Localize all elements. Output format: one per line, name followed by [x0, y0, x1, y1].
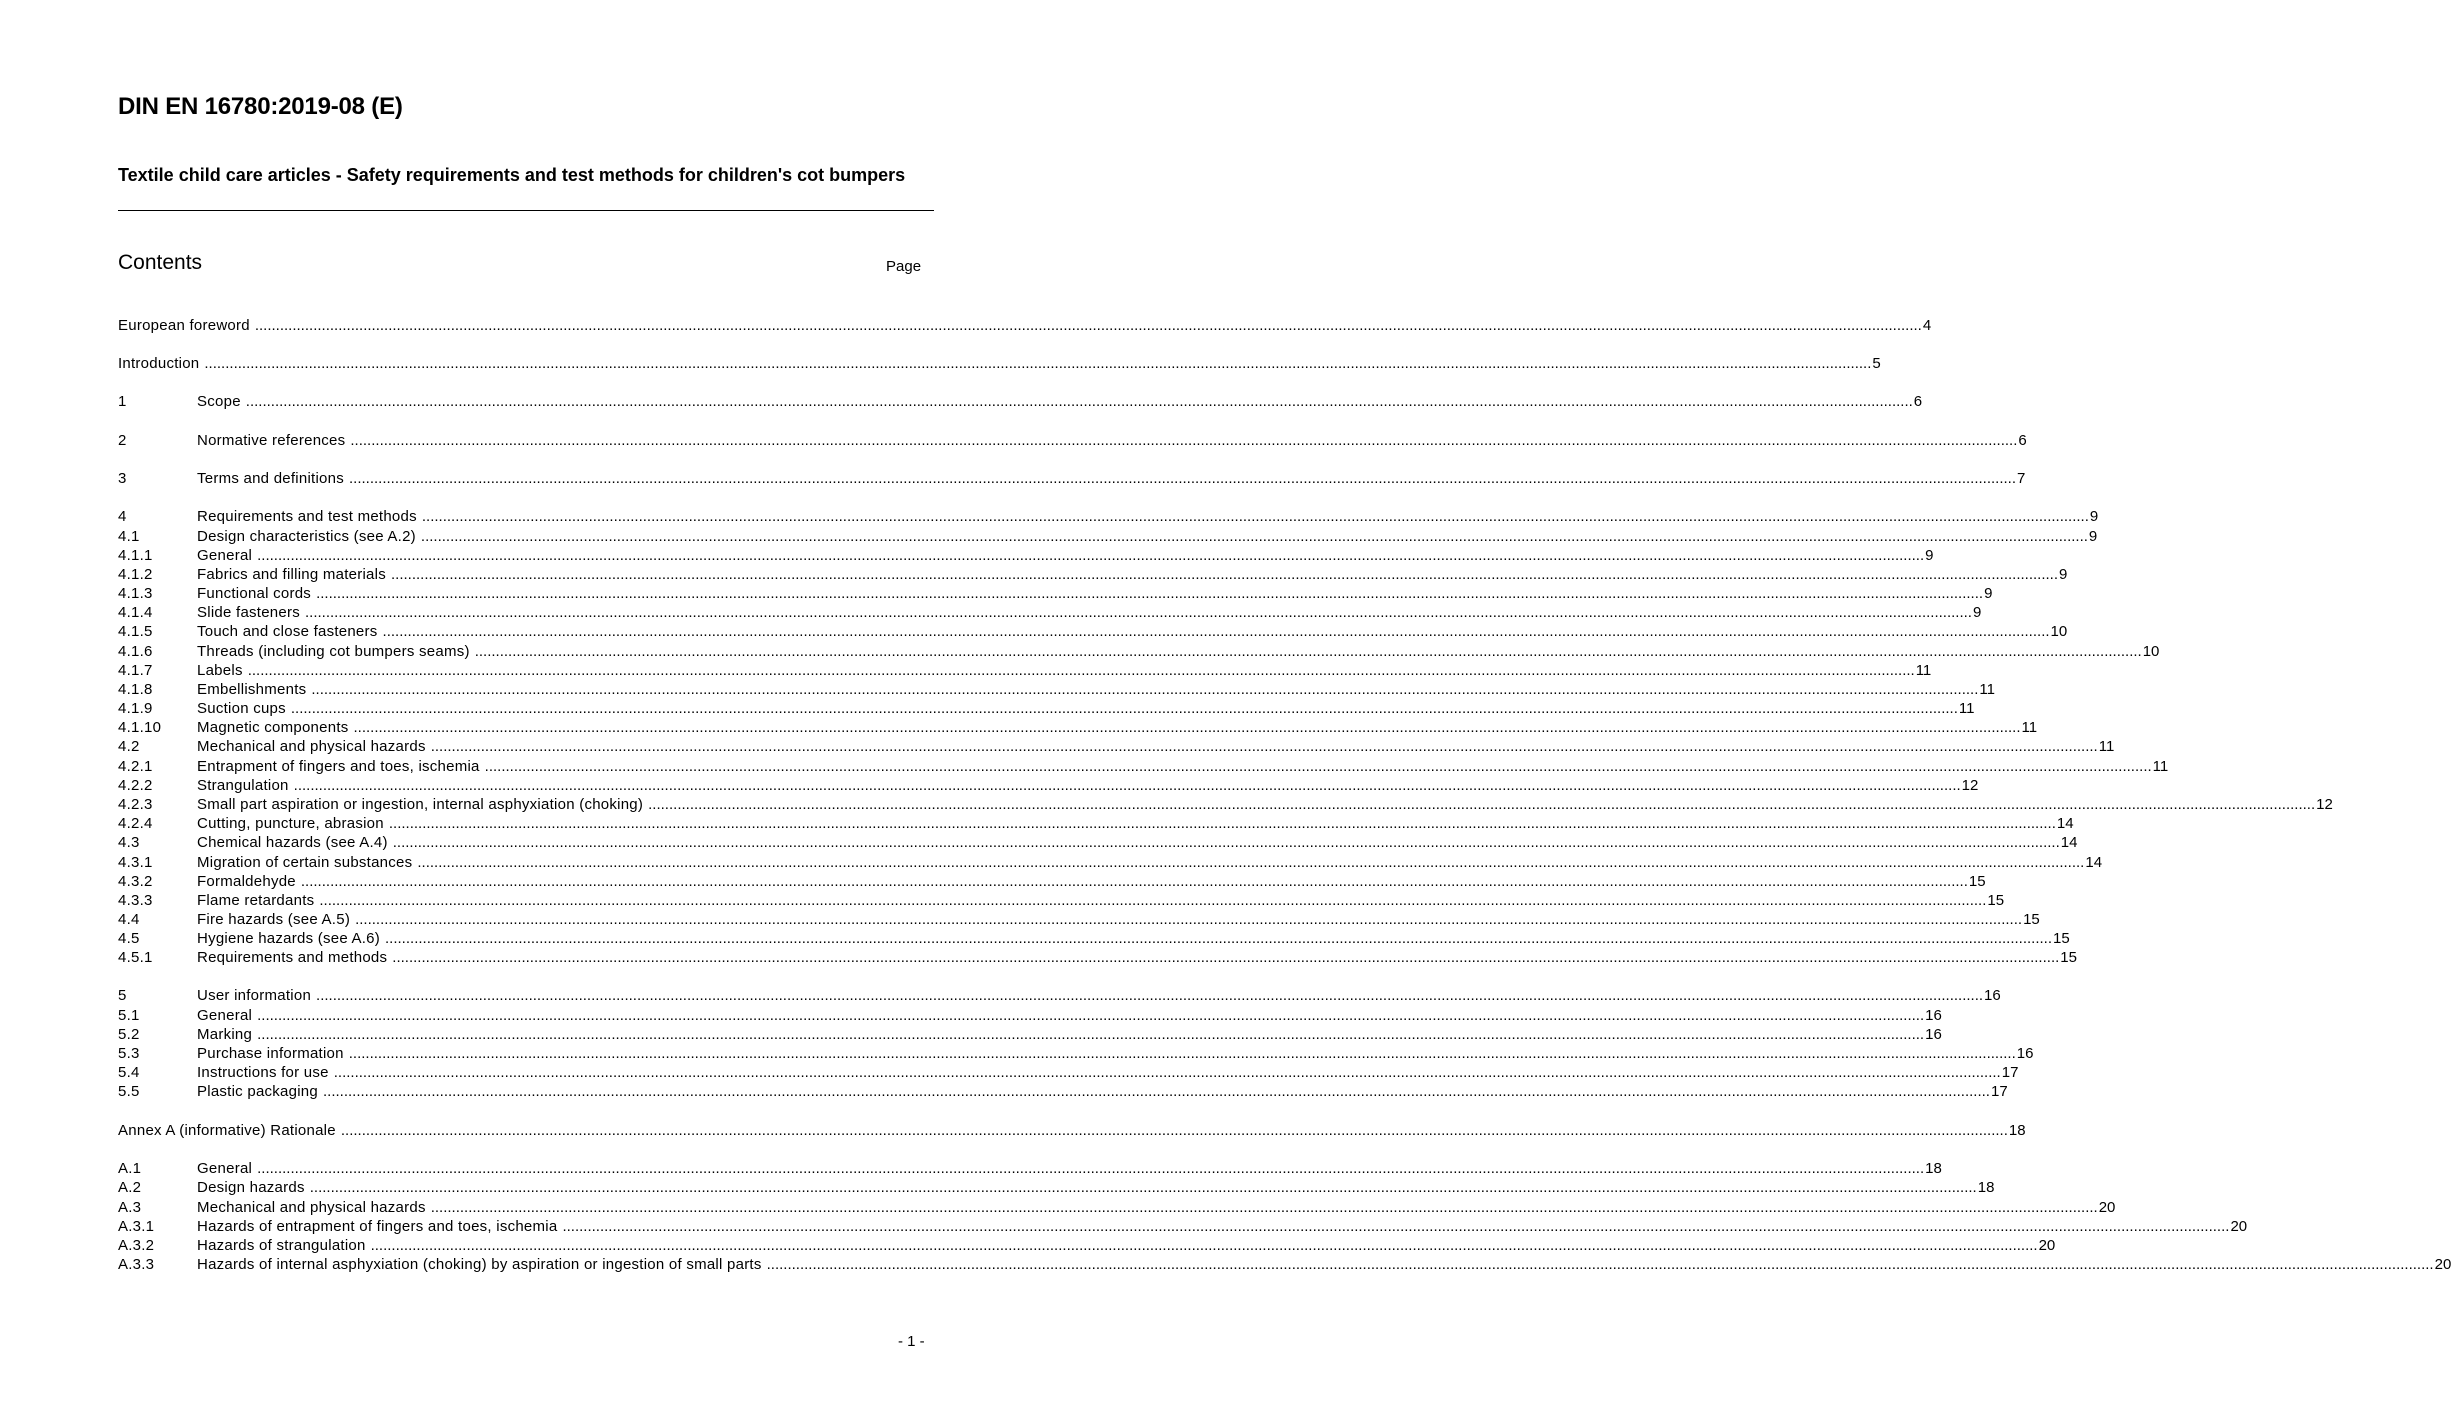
toc-dot-leader: ................................................................................................................................................................................................................................................................................................................................................................................................................: [257, 547, 1925, 564]
toc-entry[interactable]: [118, 1159, 1942, 1178]
toc-entry-number: 4.3.1: [118, 854, 153, 871]
toc-entry-body: [197, 565, 2068, 584]
toc-entry[interactable]: [118, 661, 1932, 680]
toc-entry-label: Functional cords: [197, 585, 312, 602]
toc-entry[interactable]: [118, 392, 1923, 411]
toc-entry-page: 20: [2038, 1237, 2056, 1254]
toc-entry-page: 15: [2023, 911, 2040, 928]
toc-entry-page: 9: [2059, 566, 2068, 583]
toc-entry-page: 14: [2060, 834, 2078, 851]
toc-entry[interactable]: [118, 891, 2005, 910]
toc-entry-label: Normative references: [197, 432, 346, 449]
toc-entry[interactable]: [118, 316, 1932, 335]
toc-entry-body: [197, 1255, 2451, 1274]
toc-entry-number: 4.2.3: [118, 796, 153, 813]
toc-dot-leader: ................................................................................................................................................................................................................................................................................................................................................................................................................: [247, 662, 1915, 679]
toc-entry-body: [197, 546, 1934, 565]
toc-entry[interactable]: [118, 718, 2038, 737]
toc-entry[interactable]: [118, 1217, 2248, 1236]
toc-entry-body: [197, 507, 2099, 526]
toc-entry-number: 5: [118, 987, 127, 1004]
toc-entry[interactable]: [118, 986, 2001, 1005]
toc-entry-label: Requirements and test methods: [197, 508, 417, 525]
toc-dot-leader: ................................................................................................................................................................................................................................................................................................................................................................................................................: [257, 1007, 1925, 1024]
toc-entry-number: 4.4: [118, 911, 140, 928]
toc-dot-leader: ................................................................................................................................................................................................................................................................................................................................................................................................................: [319, 892, 1987, 909]
toc-entry-page: 11: [1979, 681, 1995, 698]
toc-dot-leader: ................................................................................................................................................................................................................................................................................................................................................................................................................: [316, 987, 1984, 1004]
toc-entry[interactable]: [118, 910, 2040, 929]
toc-entry-number: 4: [118, 508, 127, 525]
toc-entry-body: [197, 622, 2068, 641]
toc-entry-number: 4.1.3: [118, 585, 153, 602]
toc-dot-leader: ................................................................................................................................................................................................................................................................................................................................................................................................................: [484, 758, 2152, 775]
toc-entry-number: 4.2: [118, 738, 140, 755]
toc-entry-label: General: [197, 547, 253, 564]
toc-entry-page: 12: [2316, 796, 2333, 813]
toc-entry-page: 11: [1915, 662, 1932, 679]
toc-entry[interactable]: [118, 737, 2115, 756]
toc-entry-body: [197, 718, 2038, 737]
toc-entry-number: 4.3.2: [118, 873, 153, 890]
toc-entry-number: 4.5.1: [118, 949, 153, 966]
toc-entry-body: [197, 469, 2026, 488]
toc-dot-leader: ................................................................................................................................................................................................................................................................................................................................................................................................................: [430, 738, 2098, 755]
toc-entry[interactable]: [118, 469, 2026, 488]
toc-entry-body: [197, 1063, 2019, 1082]
toc-entry-label: Fabrics and filling materials: [197, 566, 386, 583]
toc-entry-label: Design hazards: [197, 1179, 305, 1196]
toc-entry-number: 5.3: [118, 1045, 140, 1062]
toc-dot-leader: ................................................................................................................................................................................................................................................................................................................................................................................................................: [474, 643, 2142, 660]
toc-entry-body: [197, 929, 2070, 948]
toc-entry-page: 4: [1922, 317, 1932, 334]
toc-dot-leader: ................................................................................................................................................................................................................................................................................................................................................................................................................: [254, 317, 1922, 334]
toc-entry-label: Requirements and methods: [197, 949, 388, 966]
toc-entry-label: Hazards of entrapment of fingers and toes, ischemia: [197, 1218, 558, 1235]
toc-entry-label: Mechanical and physical hazards: [197, 1199, 426, 1216]
toc-entry-label: Hazards of internal asphyxiation (choking) by aspiration or ingestion of small parts: [197, 1256, 762, 1273]
toc-entry-page: 12: [1961, 777, 1979, 794]
toc-entry[interactable]: [118, 354, 1881, 373]
toc-entry-label: Introduction: [118, 355, 200, 372]
toc-entry[interactable]: [118, 1121, 2026, 1140]
toc-entry-page: 9: [1972, 604, 1982, 621]
toc-entry-number: A.2: [118, 1179, 142, 1196]
toc-entry-label: Plastic packaging: [197, 1083, 318, 1100]
toc-entry[interactable]: [118, 584, 1993, 603]
toc-entry[interactable]: [118, 1255, 2451, 1274]
toc-dot-leader: ................................................................................................................................................................................................................................................................................................................................................................................................................: [257, 1026, 1925, 1043]
toc-entry-body: [197, 1082, 2008, 1101]
toc-dot-leader: ................................................................................................................................................................................................................................................................................................................................................................................................................: [300, 873, 1968, 890]
toc-entry-number: 4.1.4: [118, 604, 153, 621]
toc-dot-leader: ................................................................................................................................................................................................................................................................................................................................................................................................................: [311, 681, 1979, 698]
toc-entry-body: [197, 1044, 2034, 1063]
toc-entry-page: 6: [1913, 393, 1923, 410]
toc-dot-leader: ................................................................................................................................................................................................................................................................................................................................................................................................................: [385, 930, 2053, 947]
toc-entry-body: [197, 814, 2074, 833]
toc-dot-leader: ................................................................................................................................................................................................................................................................................................................................................................................................................: [766, 1256, 2434, 1273]
toc-entry-label: Formaldehyde: [197, 873, 296, 890]
toc-entry-label: Flame retardants: [197, 892, 315, 909]
toc-entry-body: [197, 1236, 2056, 1255]
toc-entry-body: [197, 737, 2115, 756]
toc-entry[interactable]: [118, 1178, 1995, 1197]
toc-entry[interactable]: [118, 507, 2099, 526]
toc-entry[interactable]: [118, 622, 2068, 641]
toc-entry-label: Terms and definitions: [197, 470, 344, 487]
toc-entry-page: 11: [2021, 719, 2038, 736]
contents-heading: Contents: [118, 251, 203, 274]
toc-dot-leader: ................................................................................................................................................................................................................................................................................................................................................................................................................: [430, 1199, 2098, 1216]
toc-entry-page: 7: [2017, 470, 2026, 487]
document-subtitle: Textile child care articles - Safety requirements and test methods for children's cot bumpers: [118, 165, 906, 185]
toc-entry-label: Entrapment of fingers and toes, ischemia: [197, 758, 480, 775]
toc-dot-leader: ................................................................................................................................................................................................................................................................................................................................................................................................................: [309, 1179, 1977, 1196]
toc-dot-leader: ................................................................................................................................................................................................................................................................................................................................................................................................................: [204, 355, 1872, 372]
toc-entry-label: Labels: [197, 662, 243, 679]
toc-entry-number: A.3: [118, 1199, 142, 1216]
toc-dot-leader: ................................................................................................................................................................................................................................................................................................................................................................................................................: [316, 585, 1984, 602]
toc-dot-leader: ................................................................................................................................................................................................................................................................................................................................................................................................................: [304, 604, 1972, 621]
toc-entry-page: 17: [1990, 1083, 2008, 1100]
toc-entry-number: 4.2.4: [118, 815, 153, 832]
toc-entry-body: [197, 833, 2078, 852]
toc-entry-body: [197, 1178, 1995, 1197]
toc-dot-leader: ................................................................................................................................................................................................................................................................................................................................................................................................................: [322, 1083, 1990, 1100]
toc-entry-page: 5: [1872, 355, 1881, 372]
toc-entry-label: Mechanical and physical hazards: [197, 738, 426, 755]
toc-entry-number: 4.1.7: [118, 662, 153, 679]
toc-entry-page: 9: [2089, 508, 2099, 525]
toc-entry-number: 4.5: [118, 930, 140, 947]
toc-entry[interactable]: [118, 699, 1975, 718]
toc-entry-label: Hazards of strangulation: [197, 1237, 366, 1254]
toc-entry-number: 4.1.6: [118, 643, 153, 660]
toc-entry-number: 3: [118, 470, 127, 487]
toc-entry-label: Threads (including cot bumpers seams): [197, 643, 470, 660]
toc-entry-page: 16: [1984, 987, 2001, 1004]
toc-dot-leader: ................................................................................................................................................................................................................................................................................................................................................................................................................: [648, 796, 2316, 813]
toc-dot-leader: ................................................................................................................................................................................................................................................................................................................................................................................................................: [392, 949, 2060, 966]
toc-entry-label: Chemical hazards (see A.4): [197, 834, 388, 851]
toc-entry[interactable]: [118, 1236, 2056, 1255]
toc-entry-body: [197, 661, 1932, 680]
toc-entry-page: 9: [2088, 528, 2098, 545]
toc-entry-body: [197, 853, 2103, 872]
toc-entry-number: 4.2.2: [118, 777, 153, 794]
toc-entry-label: European foreword: [118, 317, 250, 334]
toc-entry-label: Touch and close fasteners: [197, 623, 378, 640]
toc-entry-body: [197, 603, 1982, 622]
toc-dot-leader: ................................................................................................................................................................................................................................................................................................................................................................................................................: [333, 1064, 2001, 1081]
toc-dot-leader: ................................................................................................................................................................................................................................................................................................................................................................................................................: [353, 719, 2021, 736]
toc-entry[interactable]: [118, 1044, 2034, 1063]
toc-entry-body: [197, 1006, 1942, 1025]
toc-entry-label: Suction cups: [197, 700, 286, 717]
toc-entry-body: [197, 986, 2001, 1005]
toc-entry-page: 10: [2050, 623, 2068, 640]
toc-entry-label: Purchase information: [197, 1045, 344, 1062]
toc-entry[interactable]: [118, 546, 1934, 565]
toc-entry-page: 18: [1977, 1179, 1995, 1196]
toc-entry-number: 4.3.3: [118, 892, 153, 909]
toc-entry-body: [197, 699, 1975, 718]
toc-entry-number: 4.1.10: [118, 719, 162, 736]
toc-entry-body: [197, 1159, 1942, 1178]
toc-entry-body: [118, 316, 1932, 335]
toc-entry[interactable]: [118, 1063, 2019, 1082]
toc-entry-page: 15: [2053, 930, 2070, 947]
toc-entry-label: General: [197, 1160, 253, 1177]
toc-entry-number: 5.2: [118, 1026, 140, 1043]
toc-entry-label: Hygiene hazards (see A.6): [197, 930, 381, 947]
toc-dot-leader: ................................................................................................................................................................................................................................................................................................................................................................................................................: [421, 508, 2089, 525]
toc-entry[interactable]: [118, 1025, 1942, 1044]
toc-dot-leader: ................................................................................................................................................................................................................................................................................................................................................................................................................: [348, 1045, 2016, 1062]
toc-entry-number: 4.3: [118, 834, 140, 851]
toc-entry-label: Annex A (informative) Rationale: [118, 1122, 336, 1139]
toc-entry-page: 20: [2230, 1218, 2248, 1235]
toc-entry-number: 4.1.2: [118, 566, 153, 583]
toc-dot-leader: ................................................................................................................................................................................................................................................................................................................................................................................................................: [370, 1237, 2038, 1254]
toc-entry-number: 4.1.5: [118, 623, 153, 640]
toc-entry-page: 14: [2085, 854, 2103, 871]
toc-dot-leader: ................................................................................................................................................................................................................................................................................................................................................................................................................: [417, 854, 2085, 871]
document-title: DIN EN 16780:2019-08 (E): [118, 93, 403, 120]
toc-entry-page: 16: [2016, 1045, 2034, 1062]
toc-entry[interactable]: [118, 872, 1986, 891]
toc-entry-body: [197, 795, 2333, 814]
toc-dot-leader: ................................................................................................................................................................................................................................................................................................................................................................................................................: [420, 528, 2088, 545]
toc-entry[interactable]: [118, 1006, 1942, 1025]
toc-entry-page: 17: [2001, 1064, 2019, 1081]
toc-entry-label: General: [197, 1007, 253, 1024]
toc-dot-leader: ................................................................................................................................................................................................................................................................................................................................................................................................................: [388, 815, 2056, 832]
toc-entry-page: 6: [2018, 432, 2027, 449]
toc-entry-page: 11: [2098, 738, 2115, 755]
toc-entry-number: 4.2.1: [118, 758, 153, 775]
toc-entry-page: 11: [1958, 700, 1975, 717]
toc-entry-number: 5.4: [118, 1064, 140, 1081]
toc-entry[interactable]: [118, 680, 1995, 699]
toc-entry[interactable]: [118, 814, 2074, 833]
toc-entry-label: Embellishments: [197, 681, 307, 698]
toc-dot-leader: ................................................................................................................................................................................................................................................................................................................................................................................................................: [257, 1160, 1925, 1177]
toc-entry-number: 4.1.1: [118, 547, 153, 564]
toc-entry-page: 18: [2008, 1122, 2026, 1139]
toc-entry-number: 1: [118, 393, 127, 410]
toc-entry-body: [118, 1121, 2026, 1140]
toc-entry-body: [197, 776, 1979, 795]
toc-entry-page: 11: [2152, 758, 2169, 775]
toc-entry[interactable]: [118, 948, 2077, 967]
toc-entry-page: 18: [1925, 1160, 1942, 1177]
toc-entry-page: 10: [2142, 643, 2160, 660]
toc-entry-body: [197, 872, 1986, 891]
toc-entry[interactable]: [118, 565, 2068, 584]
toc-entry[interactable]: [118, 929, 2070, 948]
toc-entry-body: [197, 1025, 1942, 1044]
toc-entry[interactable]: [118, 527, 2098, 546]
toc-dot-leader: ................................................................................................................................................................................................................................................................................................................................................................................................................: [392, 834, 2060, 851]
toc-entry-page: 9: [1984, 585, 1993, 602]
toc-entry[interactable]: [118, 603, 1982, 622]
toc-entry-body: [197, 757, 2169, 776]
toc-dot-leader: ................................................................................................................................................................................................................................................................................................................................................................................................................: [391, 566, 2058, 583]
toc-entry-label: Marking: [197, 1026, 253, 1043]
toc-entry-page: 20: [2098, 1199, 2116, 1216]
toc-entry-number: A.3.1: [118, 1218, 155, 1235]
toc-entry-label: Design characteristics (see A.2): [197, 528, 416, 545]
toc-dot-leader: ................................................................................................................................................................................................................................................................................................................................................................................................................: [290, 700, 1958, 717]
toc-entry-label: Migration of certain substances: [197, 854, 413, 871]
toc-entry[interactable]: [118, 833, 2078, 852]
toc-entry[interactable]: [118, 1198, 2116, 1217]
toc-entry-body: [197, 392, 1923, 411]
toc-entry-label: Cutting, puncture, abrasion: [197, 815, 384, 832]
title-underline-divider: [118, 210, 934, 211]
toc-dot-leader: ................................................................................................................................................................................................................................................................................................................................................................................................................: [350, 432, 2018, 449]
toc-entry[interactable]: [118, 776, 1979, 795]
toc-entry-body: [197, 527, 2098, 546]
toc-entry-label: Slide fasteners: [197, 604, 300, 621]
toc-entry-number: 2: [118, 432, 127, 449]
toc-dot-leader: ................................................................................................................................................................................................................................................................................................................................................................................................................: [349, 470, 2016, 487]
toc-entry-body: [197, 584, 1993, 603]
toc-entry-number: 4.1.8: [118, 681, 153, 698]
toc-entry[interactable]: [118, 431, 2027, 450]
toc-entry-body: [197, 680, 1995, 699]
toc-dot-leader: ................................................................................................................................................................................................................................................................................................................................................................................................................: [293, 777, 1961, 794]
toc-entry-number: 5.1: [118, 1007, 140, 1024]
toc-entry[interactable]: [118, 757, 2169, 776]
toc-entry-body: [197, 1217, 2248, 1236]
toc-entry[interactable]: [118, 795, 2333, 814]
toc-entry-number: A.3.3: [118, 1256, 155, 1273]
toc-entry-page: 9: [1925, 547, 1934, 564]
toc-entry-page: 20: [2434, 1256, 2451, 1273]
toc-dot-leader: ................................................................................................................................................................................................................................................................................................................................................................................................................: [382, 623, 2050, 640]
toc-entry-page: 16: [1925, 1026, 1942, 1043]
toc-dot-leader: ................................................................................................................................................................................................................................................................................................................................................................................................................: [562, 1218, 2230, 1235]
toc-entry-label: Fire hazards (see A.5): [197, 911, 351, 928]
toc-entry-number: 4.1: [118, 528, 140, 545]
toc-entry-number: 5.5: [118, 1083, 140, 1100]
toc-entry[interactable]: [118, 642, 2160, 661]
toc-entry-body: [197, 642, 2160, 661]
toc-entry-number: A.1: [118, 1160, 142, 1177]
toc-entry-page: 15: [2060, 949, 2077, 966]
toc-dot-leader: ................................................................................................................................................................................................................................................................................................................................................................................................................: [245, 393, 1913, 410]
toc-entry-label: Small part aspiration or ingestion, internal asphyxiation (choking): [197, 796, 644, 813]
footer-page-number: - 1 -: [898, 1333, 925, 1350]
toc-entry-page: 16: [1925, 1007, 1942, 1024]
page-column-heading: Page: [886, 258, 922, 275]
toc-entry-label: Instructions for use: [197, 1064, 329, 1081]
toc-entry-number: A.3.2: [118, 1237, 155, 1254]
toc-dot-leader: ................................................................................................................................................................................................................................................................................................................................................................................................................: [355, 911, 2023, 928]
toc-entry-label: User information: [197, 987, 312, 1004]
toc-entry-page: 15: [1987, 892, 2005, 909]
toc-entry-number: 4.1.9: [118, 700, 153, 717]
toc-entry-label: Magnetic components: [197, 719, 349, 736]
toc-entry[interactable]: [118, 1082, 2008, 1101]
toc-entry[interactable]: [118, 853, 2103, 872]
toc-entry-body: [197, 891, 2005, 910]
toc-entry-page: 14: [2056, 815, 2074, 832]
toc-entry-body: [197, 948, 2077, 967]
toc-entry-body: [197, 431, 2027, 450]
toc-entry-body: [197, 1198, 2116, 1217]
toc-dot-leader: ................................................................................................................................................................................................................................................................................................................................................................................................................: [340, 1122, 2008, 1139]
toc-entry-body: [118, 354, 1881, 373]
toc-entry-page: 15: [1968, 873, 1986, 890]
toc-entry-label: Strangulation: [197, 777, 289, 794]
toc-entry-label: Scope: [197, 393, 241, 410]
toc-entry-body: [197, 910, 2040, 929]
